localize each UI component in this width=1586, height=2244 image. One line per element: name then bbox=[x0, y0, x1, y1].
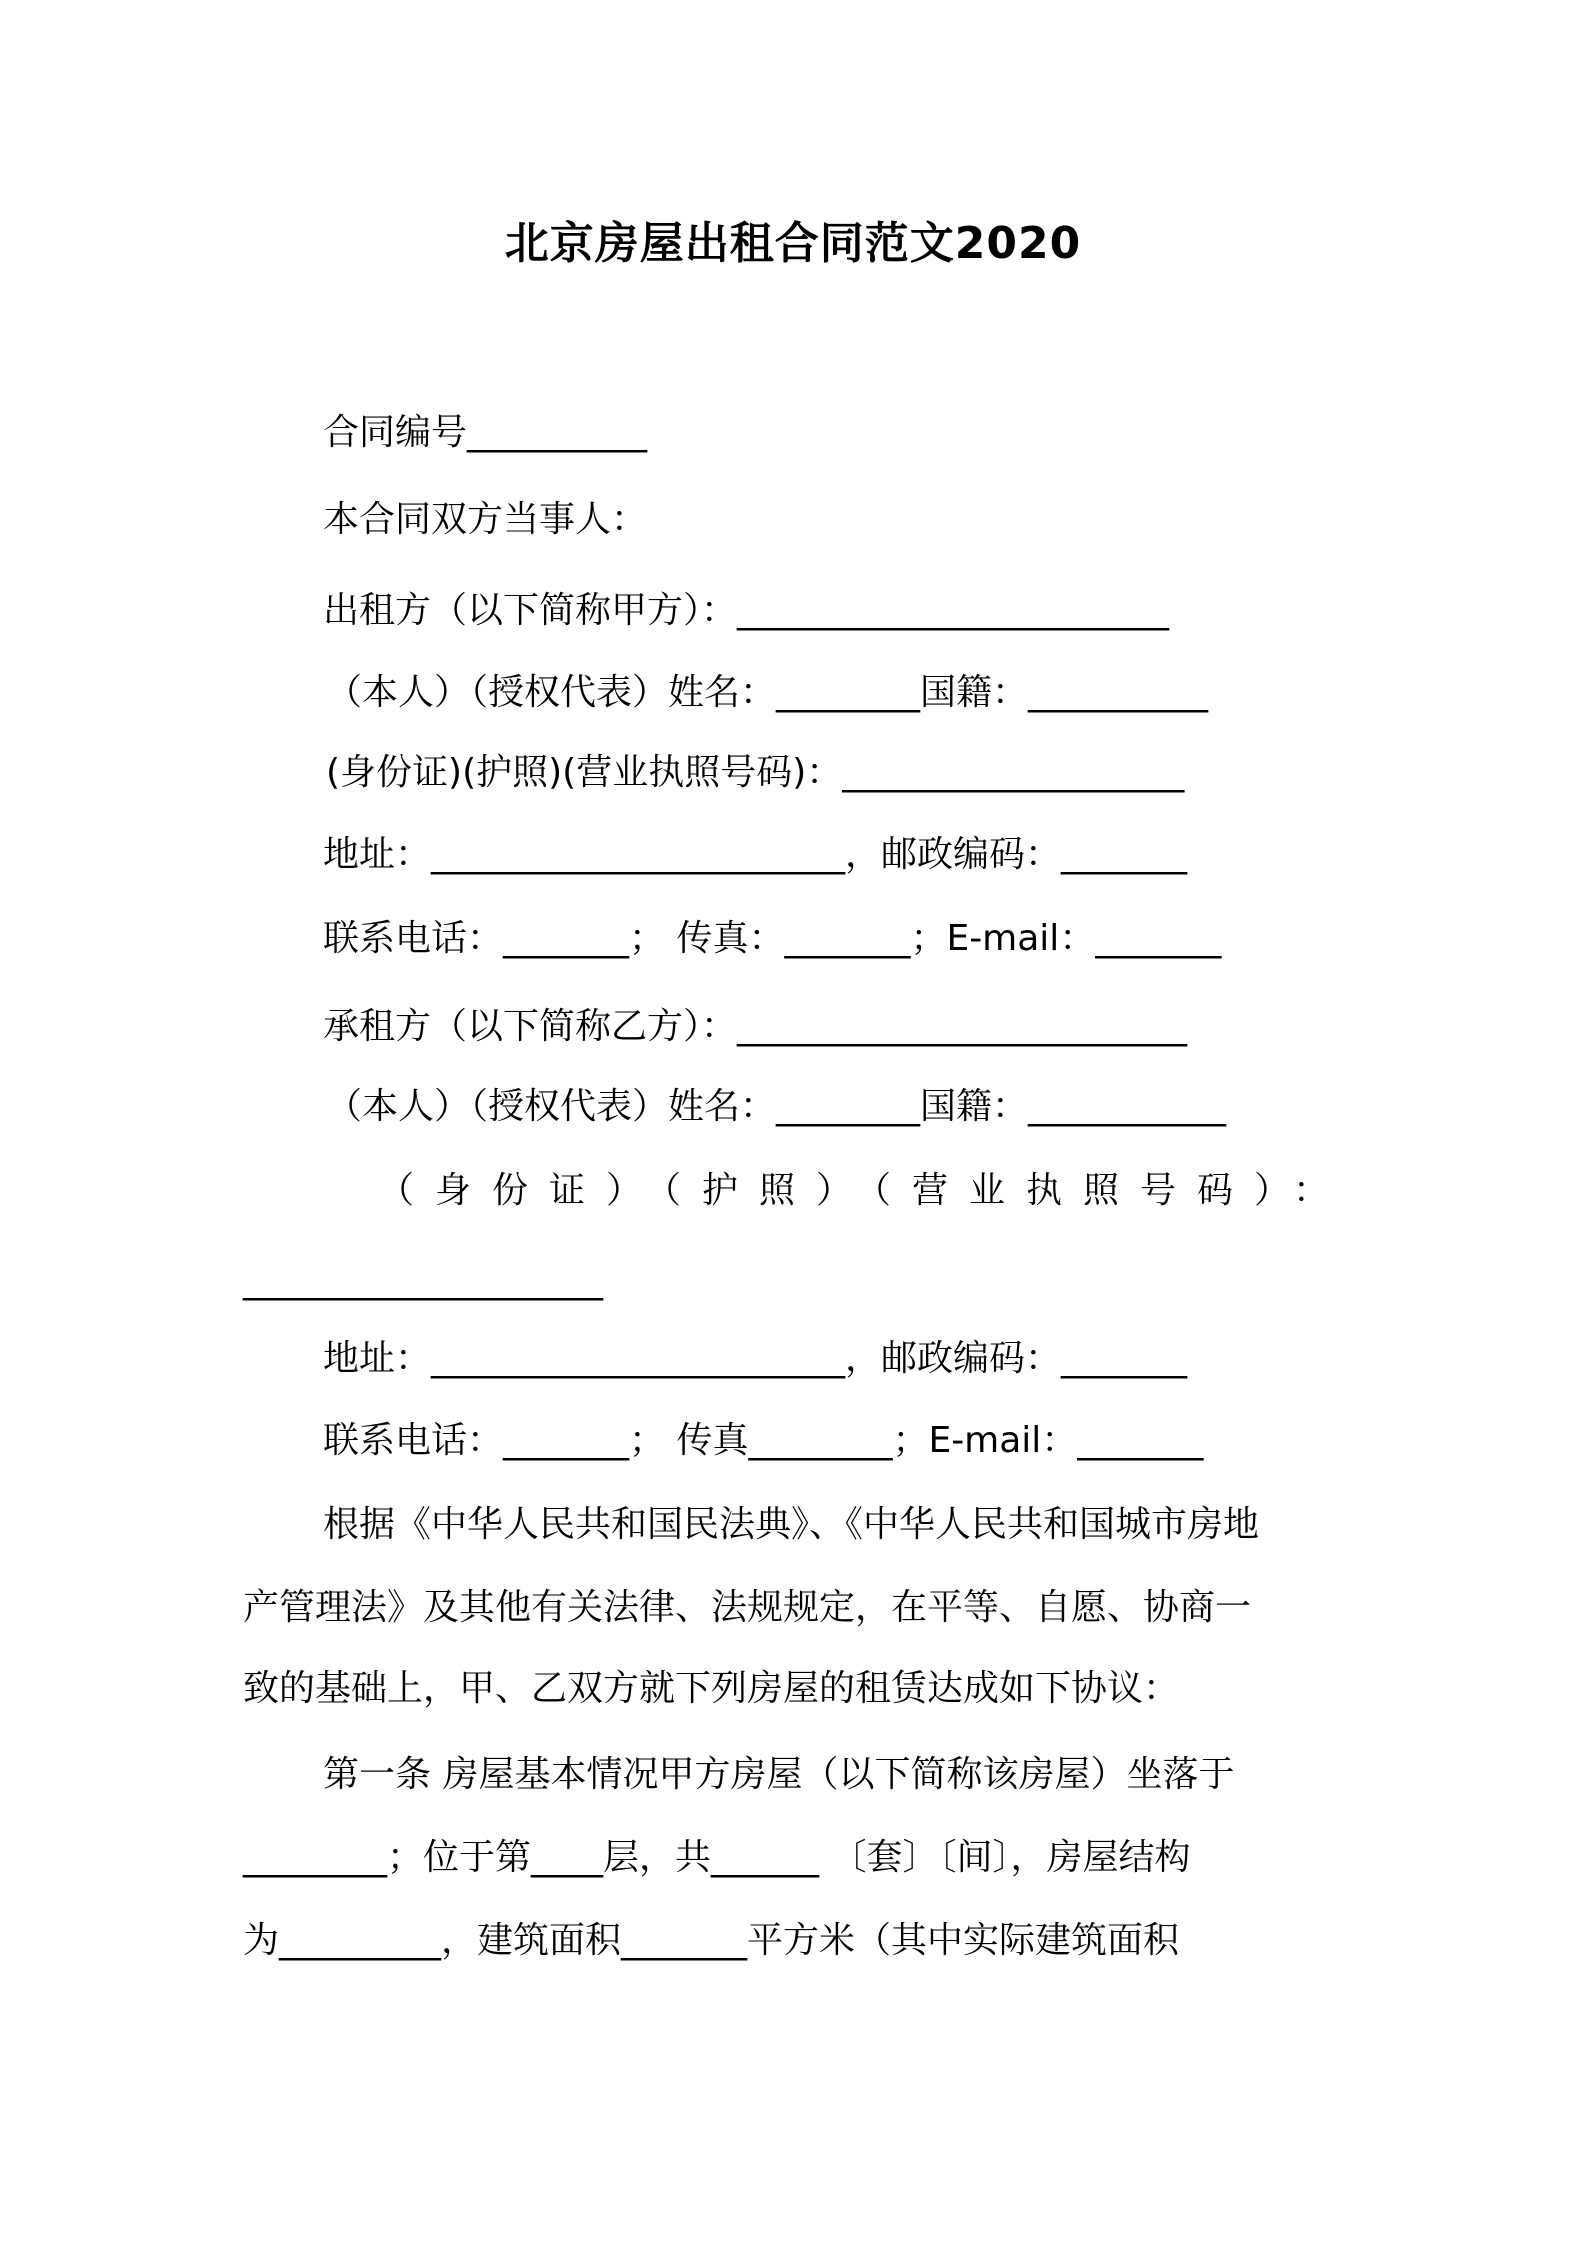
lessor-line: 出租方（以下简称甲方）：________________________ bbox=[323, 590, 1170, 631]
basis-paragraph-line-2: 产管理法》及其他有关法律、法规规定，在平等、自愿、协商一 bbox=[243, 1587, 1252, 1628]
lessee-name-nationality-line: （本人）（授权代表）姓名：________国籍：___________ bbox=[326, 1086, 1227, 1127]
lessor-id-line: (身份证)(护照)(营业执照号码)：___________________ bbox=[326, 752, 1185, 793]
contract-number-line: 合同编号__________ bbox=[323, 412, 648, 453]
lessee-address-line: 地址：_______________________，邮政编码：_______ bbox=[323, 1338, 1188, 1379]
document-title: 北京房屋出租合同范文2020 bbox=[504, 218, 1082, 269]
lessor-name-nationality-line: （本人）（授权代表）姓名：________国籍：__________ bbox=[326, 672, 1209, 713]
article-one-line-3: 为_________，建筑面积_______平方米（其中实际建筑面积 bbox=[243, 1920, 1180, 1961]
lessee-contact-line: 联系电话：_______； 传真________；E-mail：_______ bbox=[323, 1420, 1204, 1461]
lessee-line: 承租方（以下简称乙方）：_________________________ bbox=[323, 1006, 1188, 1047]
parties-heading: 本合同双方当事人： bbox=[323, 499, 648, 540]
article-one-line-1: 第一条 房屋基本情况甲方房屋（以下简称该房屋）坐落于 bbox=[323, 1754, 1235, 1795]
lessor-contact-line: 联系电话：_______； 传真：_______；E-mail：_______ bbox=[323, 918, 1222, 959]
basis-paragraph-line-1: 根据《中华人民共和国民法典》、《中华人民共和国城市房地 bbox=[323, 1504, 1260, 1545]
lessor-address-line: 地址：_______________________，邮政编码：_______ bbox=[323, 834, 1188, 875]
article-one-line-2: ________；位于第____层，共______ 〔套〕〔间〕，房屋结构 bbox=[243, 1837, 1191, 1878]
lessee-id-line: （身份证）（护照）（营业执照号码）： bbox=[378, 1170, 1351, 1211]
lessee-id-blank-line: ____________________ bbox=[243, 1260, 603, 1301]
basis-paragraph-line-3: 致的基础上，甲、乙双方就下列房屋的租赁达成如下协议： bbox=[243, 1668, 1180, 1709]
